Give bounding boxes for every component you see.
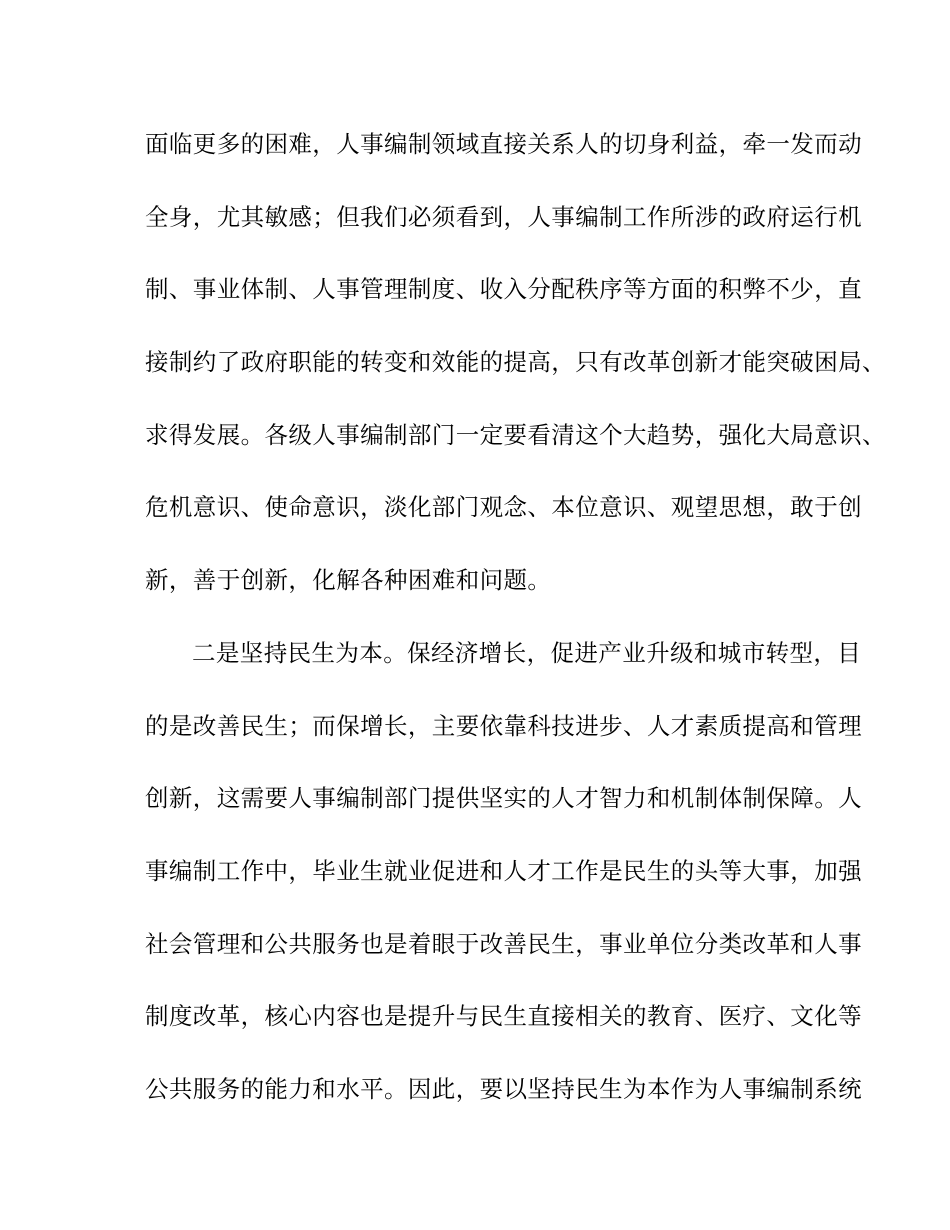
text-line: 面临更多的困难，人事编制领域直接关系人的切身利益，牵一发而动: [145, 130, 862, 158]
text-line: 社会管理和公共服务也是着眼于改善民生，事业单位分类改革和人事: [145, 929, 862, 958]
text-line: 公共服务的能力和水平。因此，要以坚持民生为本作为人事编制系统: [145, 1074, 862, 1103]
text-line: 制度改革，核心内容也是提升与民生直接相关的教育、医疗、文化等: [145, 1002, 862, 1031]
text-line: 新，善于创新，化解各种困难和问题。: [145, 566, 552, 595]
text-line: 的是改善民生；而保增长，主要依靠科技进步、人才素质提高和管理: [145, 711, 862, 740]
paragraph-first-line: 二是坚持民生为本。保经济增长，促进产业升级和城市转型，目: [192, 638, 862, 667]
text-line: 危机意识、使命意识，淡化部门观念、本位意识、观望思想，敢于创: [145, 493, 862, 522]
text-line: 接制约了政府职能的转变和效能的提高，只有改革创新才能突破困局、: [145, 348, 886, 377]
text-line: 事编制工作中，毕业生就业促进和人才工作是民生的头等大事，加强: [145, 856, 862, 885]
text-line: 全身，尤其敏感；但我们必须看到，人事编制工作所涉的政府运行机: [145, 202, 862, 231]
text-line: 求得发展。各级人事编制部门一定要看清这个大趋势，强化大局意识、: [145, 420, 886, 449]
text-line: 制、事业体制、人事管理制度、收入分配秩序等方面的积弊不少，直: [145, 275, 862, 304]
document-body: [145, 120, 886, 1138]
text-line: 创新，这需要人事编制部门提供坚实的人才智力和机制体制保障。人: [145, 784, 862, 813]
